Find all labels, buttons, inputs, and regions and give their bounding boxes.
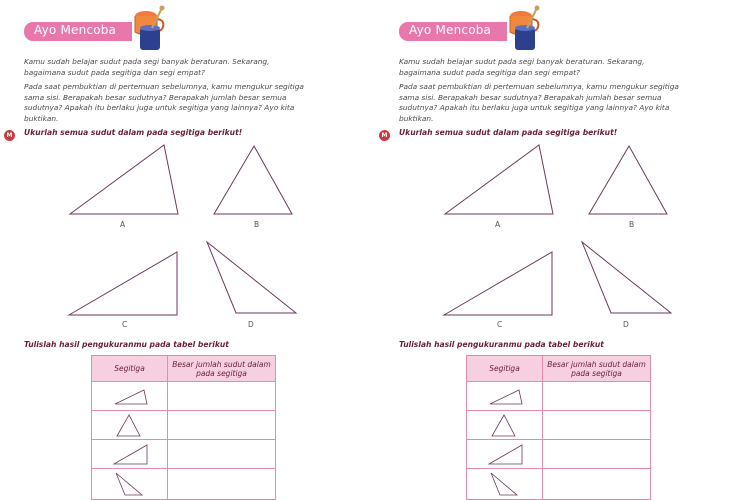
triangle-label-c: C bbox=[122, 320, 128, 329]
triangle-a bbox=[445, 145, 553, 214]
header-segitiga: Segitiga bbox=[92, 356, 168, 381]
intro-paragraph: Kamu sudah belajar sudut pada segi banyak beraturan. Sekarang, bagaimana sudut pada segitiga dan segi empat? bbox=[399, 57, 645, 77]
instruction-text: Ukurlah semua sudut dalam pada segitiga berikut! bbox=[399, 128, 618, 137]
header-segitiga: Segitiga bbox=[467, 356, 543, 381]
triangle-b bbox=[589, 146, 667, 214]
section-title: Ayo Mencoba bbox=[409, 23, 492, 37]
triangle-b-thumb bbox=[92, 411, 167, 441]
triangle-c bbox=[69, 252, 177, 315]
table-row bbox=[92, 440, 275, 469]
section-title: Ayo Mencoba bbox=[34, 23, 117, 37]
triangle-c-thumb bbox=[92, 440, 167, 470]
triangle-a-thumb bbox=[467, 382, 542, 412]
results-table bbox=[91, 355, 276, 500]
triangle-label-d: D bbox=[248, 320, 254, 329]
answer-cell[interactable] bbox=[543, 469, 650, 499]
intro-paragraph: Kamu sudah belajar sudut pada segi banyak beraturan. Sekarang, bagaimana sudut pada segitiga dan segi empat? bbox=[24, 57, 270, 77]
question-paragraph: Pada saat pembuktian di pertemuan sebelumnya, kamu mengukur segitiga sama sisi. Berapakah besar sudutnya? Berapakah jumlah besar semua sudutnya? Apakah itu berlaku juga untuk segitiga yang lainnya? Ayo kita buktikan. bbox=[399, 82, 679, 123]
question-paragraph: Pada saat pembuktian di pertemuan sebelumnya, kamu mengukur segitiga sama sisi. Berapakah besar sudutnya? Berapakah jumlah besar semua sudutnya? Apakah itu berlaku juga untuk segitiga yang lainnya? Ayo kita buktikan. bbox=[24, 82, 304, 123]
results-table bbox=[466, 355, 651, 500]
triangle-c-thumb bbox=[467, 440, 542, 470]
triangle-a-thumb bbox=[92, 382, 167, 412]
answer-cell[interactable] bbox=[543, 382, 650, 410]
answer-cell[interactable] bbox=[168, 440, 275, 468]
table-instruction: Tulislah hasil pengukuranmu pada tabel berikut bbox=[24, 340, 229, 349]
triangle-label-c: C bbox=[497, 320, 503, 329]
triangle-c bbox=[444, 252, 552, 315]
triangle-d bbox=[207, 242, 296, 313]
triangle-b bbox=[214, 146, 292, 214]
answer-cell[interactable] bbox=[168, 469, 275, 499]
triangle-label-a: A bbox=[495, 220, 501, 229]
triangle-a bbox=[70, 145, 178, 214]
mathematics-badge-icon: M bbox=[4, 130, 15, 141]
instruction-text: Ukurlah semua sudut dalam pada segitiga berikut! bbox=[24, 128, 243, 137]
table-row bbox=[467, 469, 650, 499]
table-row bbox=[467, 382, 650, 411]
header-besar-sudut: Besar jumlah sudut dalam pada segitiga bbox=[547, 359, 646, 378]
triangle-label-b: B bbox=[629, 220, 635, 229]
table-row bbox=[92, 469, 275, 499]
triangle-label-d: D bbox=[623, 320, 629, 329]
triangle-d-thumb bbox=[92, 469, 167, 499]
answer-cell[interactable] bbox=[543, 440, 650, 468]
table-header bbox=[467, 356, 650, 382]
answer-cell[interactable] bbox=[168, 382, 275, 410]
table-header bbox=[92, 356, 275, 382]
right-page bbox=[375, 0, 750, 500]
answer-cell[interactable] bbox=[168, 411, 275, 439]
header-besar-sudut: Besar jumlah sudut dalam pada segitiga bbox=[172, 359, 271, 378]
table-row bbox=[92, 411, 275, 440]
table-instruction: Tulislah hasil pengukuranmu pada tabel berikut bbox=[399, 340, 604, 349]
triangle-label-a: A bbox=[120, 220, 126, 229]
table-row bbox=[467, 440, 650, 469]
table-row bbox=[467, 411, 650, 440]
mathematics-badge-icon: M bbox=[379, 130, 390, 141]
answer-cell[interactable] bbox=[543, 411, 650, 439]
triangle-d bbox=[582, 242, 671, 313]
table-row bbox=[92, 382, 275, 411]
triangle-d-thumb bbox=[467, 469, 542, 499]
triangle-b-thumb bbox=[467, 411, 542, 441]
triangle-label-b: B bbox=[254, 220, 260, 229]
